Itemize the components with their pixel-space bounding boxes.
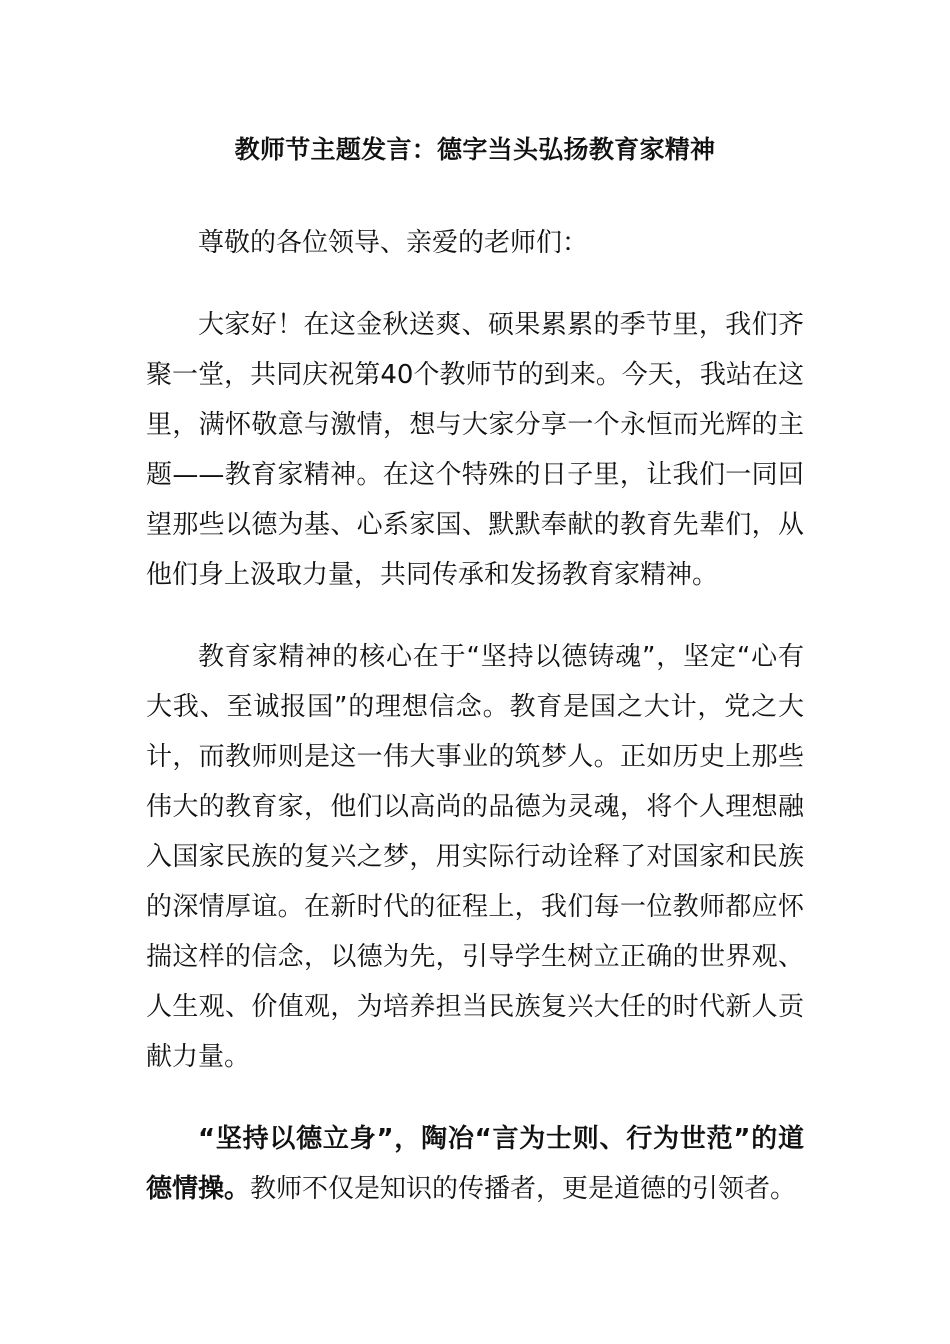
document-title: 教师节主题发言：德字当头弘扬教育家精神 (234, 135, 716, 164)
body-paragraph-3 (146, 1114, 804, 1214)
greeting-paragraph: 尊敬的各位领导、亲爱的老师们： (198, 228, 589, 258)
body-paragraph-2: 教育家精神的核心在于“坚持以德铸魂”，坚定“心有大我、至诚报国”的理想信念。教育是国之大计，党之大计，而教师则是这一伟大事业的筑梦人。正如历史上那些伟大的教育家，他们以高尚的品德为灵魂，将个人理想融入国家民族的复兴之梦，用实际行动诠释了对国家和民族的深情厚谊。在新时代的征程上，我们每一位教师都应怀揣这样的信念，以德为先，引导学生树立正确的世界观、人生观、价值观，为培养担当民族复兴大任的时代新人贡献力量。 (146, 642, 804, 1072)
paragraph-3-bold-lead: “坚持以德立身”，陶冶“言为士则、行为世范”的道德情操。 (146, 1124, 804, 1204)
body-paragraph-1: 大家好！在这金秋送爽、硕果累累的季节里，我们齐聚一堂，共同庆祝第40个教师节的到来。今天，我站在这里，满怀敬意与激情，想与大家分享一个永恒而光辉的主题——教育家精神。在这个特殊的日子里，让我们一同回望那些以德为基、心系家国、默默奉献的教育先辈们，从他们身上汲取力量，共同传承和发扬教育家精神。 (146, 310, 804, 590)
paragraph-3-text: 教师不仅是知识的传播者，更是道德的引领者。 (250, 1174, 797, 1204)
